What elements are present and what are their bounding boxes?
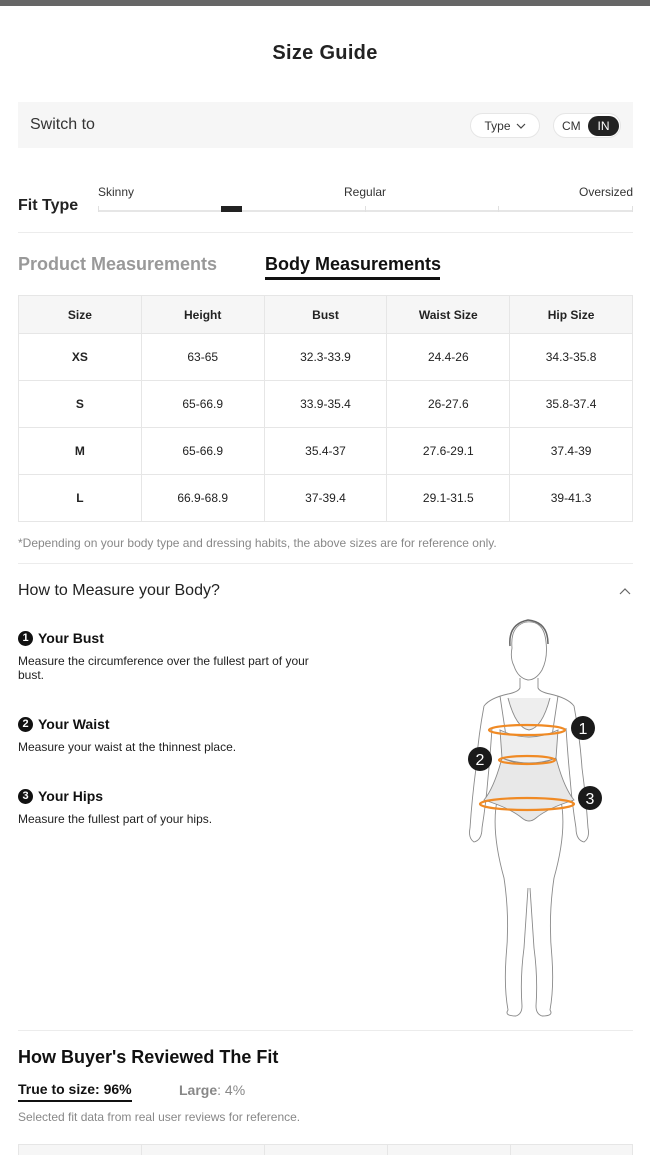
active-fit-underline — [18, 1100, 132, 1102]
figure-marker-2 — [468, 747, 492, 771]
reviews-fit-title: How Buyer's Reviewed The Fit — [18, 1047, 279, 1067]
table-cell: 39-41.3 — [510, 475, 633, 522]
fit-scale-notch — [98, 206, 99, 212]
active-tab-underline — [265, 277, 440, 280]
tab-product-measurements[interactable]: Product Measurements — [18, 254, 218, 274]
step-bust-desc: Measure the circumference over the fullest part of your bust. — [18, 654, 309, 682]
svg-text:3: 3 — [585, 791, 595, 808]
top-status-bar — [0, 0, 650, 6]
unit-in-option[interactable]: IN — [588, 116, 619, 136]
table-header: Hip Size — [510, 296, 633, 334]
section-divider — [18, 1030, 633, 1031]
fit-scale-notch — [632, 206, 633, 212]
large-fit-label: Large — [179, 1082, 218, 1098]
reviews-table-header — [18, 1144, 633, 1155]
size-reference-note: *Depending on your body type and dressing habits, the above sizes are for reference only. — [18, 536, 497, 550]
table-header: Size — [19, 296, 142, 334]
table-header-row — [19, 296, 633, 334]
true-to-size-tab[interactable]: True to size: 96% — [18, 1081, 132, 1097]
table-cell: 29.1-31.5 — [387, 475, 510, 522]
table-cell: 65-66.9 — [141, 381, 264, 428]
table-cell: M — [19, 428, 142, 475]
table-cell: S — [19, 381, 142, 428]
table-cell: 34.3-35.8 — [510, 334, 633, 381]
table-cell: 26-27.6 — [387, 381, 510, 428]
fit-tick-skinny: Skinny — [98, 185, 135, 199]
table-header: Waist Size — [387, 296, 510, 334]
large-fit-percent: : 4% — [217, 1082, 246, 1098]
table-column-divider — [141, 1145, 142, 1155]
table-cell: 37.4-39 — [510, 428, 633, 475]
section-divider — [18, 232, 633, 233]
table-row — [19, 334, 633, 381]
fit-indicator — [221, 206, 242, 212]
unit-toggle[interactable] — [553, 113, 621, 138]
chevron-up-icon[interactable] — [619, 587, 631, 597]
table-cell: 63-65 — [141, 334, 264, 381]
table-column-divider — [264, 1145, 265, 1155]
type-dropdown-label: Type — [484, 118, 511, 133]
table-column-divider — [387, 1145, 388, 1155]
table-column-divider — [510, 1145, 511, 1155]
fit-tick-regular: Regular — [344, 185, 387, 199]
step-number-badge: 1 — [18, 631, 33, 646]
table-row — [19, 428, 633, 475]
table-cell: 24.4-26 — [387, 334, 510, 381]
step-title-text: Your Waist — [38, 716, 110, 732]
table-cell: 32.3-33.9 — [264, 334, 387, 381]
step-number-badge: 3 — [18, 789, 33, 804]
table-header: Bust — [264, 296, 387, 334]
page-title: Size Guide — [272, 42, 378, 64]
table-cell: 65-66.9 — [141, 428, 264, 475]
table-cell: 37-39.4 — [264, 475, 387, 522]
table-cell: 35.8-37.4 — [510, 381, 633, 428]
table-row — [19, 381, 633, 428]
type-dropdown[interactable] — [470, 113, 540, 138]
step-hips-title — [18, 788, 103, 804]
reviews-note: Selected fit data from real user reviews for reference. — [18, 1110, 301, 1124]
table-cell: 27.6-29.1 — [387, 428, 510, 475]
table-cell: 66.9-68.9 — [141, 475, 264, 522]
table-cell: XS — [19, 334, 142, 381]
how-to-measure-title[interactable]: How to Measure your Body? — [18, 582, 220, 599]
unit-switch-bar — [18, 102, 633, 148]
tab-body-measurements[interactable]: Body Measurements — [265, 254, 442, 274]
table-row — [19, 475, 633, 522]
switch-to-label: Switch to — [30, 116, 95, 133]
fit-scale-notch — [365, 206, 366, 212]
body-measurements-table — [18, 295, 633, 522]
table-header: Height — [141, 296, 264, 334]
step-waist-title — [18, 716, 110, 732]
table-cell: L — [19, 475, 142, 522]
table-cell: 33.9-35.4 — [264, 381, 387, 428]
fit-type-label: Fit Type — [18, 197, 79, 214]
section-divider — [18, 563, 633, 564]
step-title-text: Your Bust — [38, 630, 104, 646]
unit-cm-option[interactable]: CM — [562, 119, 581, 133]
figure-marker-3 — [578, 786, 602, 810]
svg-text:2: 2 — [475, 752, 485, 769]
fit-tick-oversized: Oversized — [579, 185, 634, 199]
chevron-down-icon — [516, 121, 526, 131]
step-title-text: Your Hips — [38, 788, 104, 804]
large-fit-tab[interactable] — [179, 1082, 245, 1098]
table-cell: 35.4-37 — [264, 428, 387, 475]
fit-scale-notch — [498, 206, 499, 212]
step-bust-title — [18, 630, 104, 646]
body-figure-illustration — [460, 618, 610, 1023]
step-number-badge: 2 — [18, 717, 33, 732]
step-waist-desc: Measure your waist at the thinnest place. — [18, 740, 237, 754]
svg-text:1: 1 — [578, 721, 588, 738]
step-hips-desc: Measure the fullest part of your hips. — [18, 812, 213, 826]
figure-marker-1 — [571, 716, 595, 740]
